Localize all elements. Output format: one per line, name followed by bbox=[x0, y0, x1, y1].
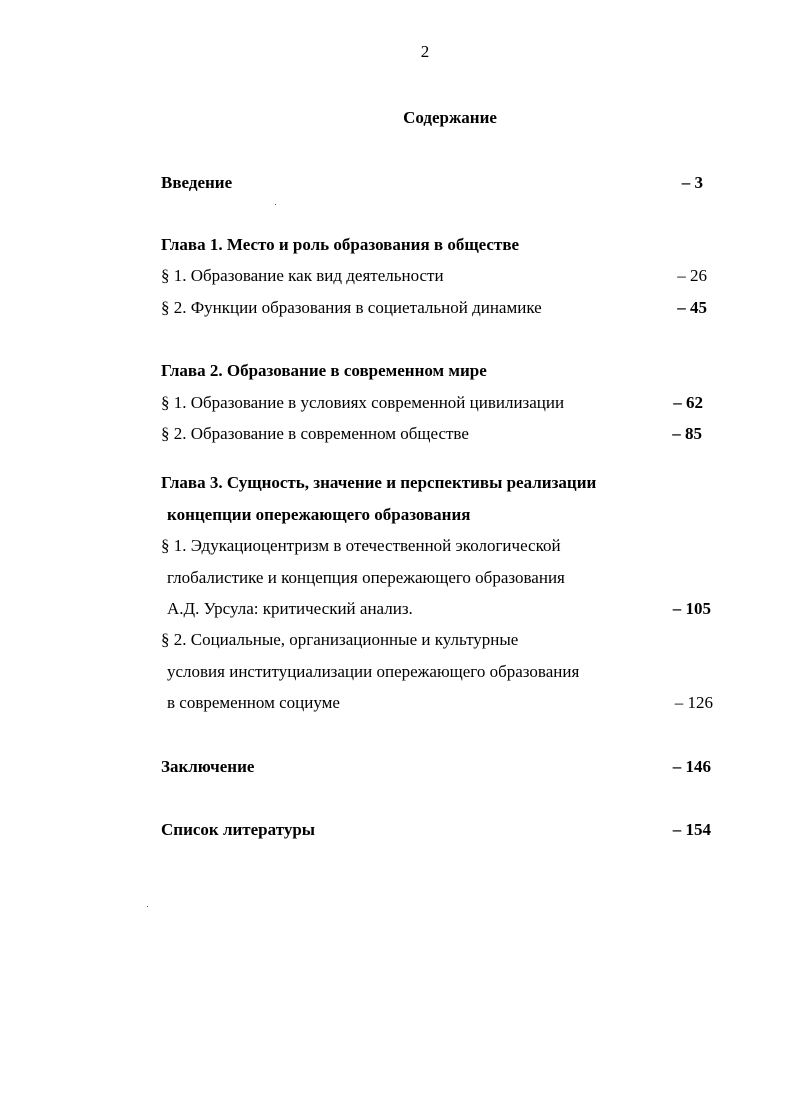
page-number: 2 bbox=[420, 42, 430, 61]
scan-speck bbox=[275, 204, 276, 205]
toc-intro-page: – 3 bbox=[681, 173, 703, 192]
toc-chapter1-title: Глава 1. Место и роль образования в обществе bbox=[161, 235, 520, 254]
toc-ch3-s1-line2: глобалистике и концепция опережающего образования bbox=[167, 568, 565, 587]
toc-bibliography-page: – 154 bbox=[672, 820, 711, 839]
toc-ch2-s2-page: – 85 bbox=[672, 424, 702, 443]
page-title: Содержание bbox=[403, 108, 497, 127]
toc-ch3-s1-line3: А.Д. Урсула: критический анализ. bbox=[167, 599, 413, 618]
toc-conclusion-page: – 146 bbox=[672, 757, 711, 776]
toc-chapter2-title: Глава 2. Образование в современном мире bbox=[161, 361, 487, 380]
toc-ch3-s2-page: – 126 bbox=[674, 693, 713, 712]
toc-ch3-s2-line3: в современном социуме bbox=[167, 693, 340, 712]
toc-ch1-s2-page: – 45 bbox=[677, 298, 707, 317]
toc-bibliography-label: Список литературы bbox=[161, 820, 316, 839]
scan-speck bbox=[147, 906, 148, 907]
toc-ch1-s2-label: § 2. Функции образования в социетальной динамике bbox=[161, 298, 542, 317]
toc-ch3-s1-line1: § 1. Эдукациоцентризм в отечественной экологической bbox=[161, 536, 561, 555]
toc-conclusion-label: Заключение bbox=[161, 757, 255, 776]
toc-ch3-s2-line2: условия институциализации опережающего образования bbox=[167, 662, 580, 681]
toc-chapter3-title-line2: концепции опережающего образования bbox=[167, 505, 471, 524]
toc-ch1-s1-page: – 26 bbox=[677, 266, 707, 285]
toc-ch2-s2-label: § 2. Образование в современном обществе bbox=[161, 424, 469, 443]
toc-ch3-s1-page: – 105 bbox=[672, 599, 711, 618]
toc-ch3-s2-line1: § 2. Социальные, организационные и культурные bbox=[161, 630, 519, 649]
toc-ch2-s1-page: – 62 bbox=[673, 393, 703, 412]
toc-chapter3-title-line1: Глава 3. Сущность, значение и перспективы реализации bbox=[161, 473, 597, 492]
toc-intro-label: Введение bbox=[161, 173, 233, 192]
toc-ch2-s1-label: § 1. Образование в условиях современной цивилизации bbox=[161, 393, 565, 412]
toc-ch1-s1-label: § 1. Образование как вид деятельности bbox=[161, 266, 444, 285]
